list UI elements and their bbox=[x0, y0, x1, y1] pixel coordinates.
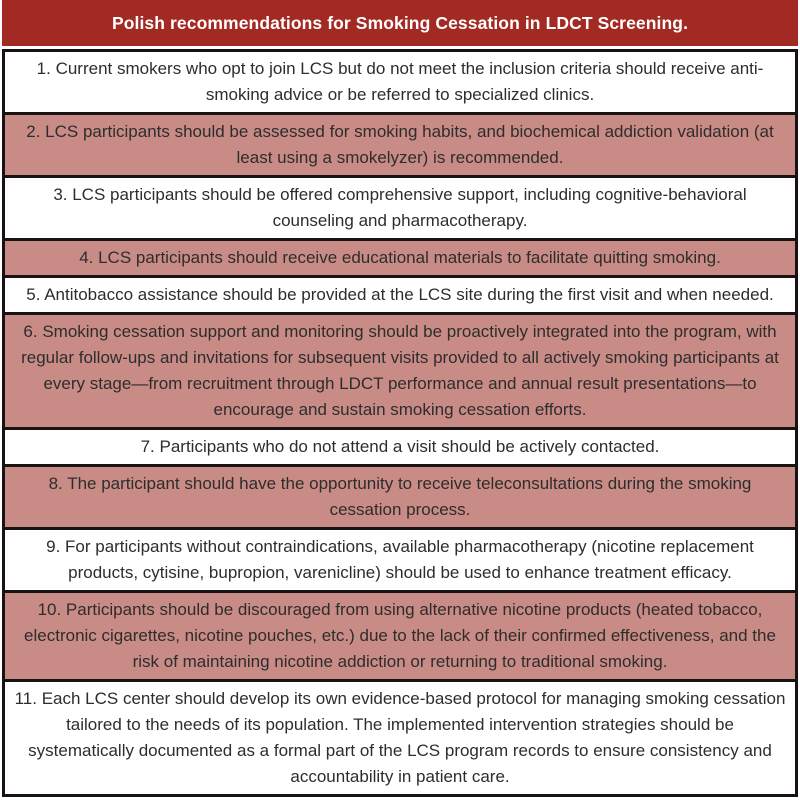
recommendation-row-5: 5. Antitobacco assistance should be provided at the LCS site during the first visit and when needed. bbox=[2, 275, 798, 315]
recommendation-row-6: 6. Smoking cessation support and monitoring should be proactively integrated into the program, with regular follow-ups and invitations for subsequent visits provided to all actively smoking participants at every stage—from recruitment through LDCT performance and annual result presentations—to encourage and sustain smoking cessation efforts. bbox=[2, 312, 798, 430]
recommendation-row-4: 4. LCS participants should receive educational materials to facilitate quitting smoking. bbox=[2, 238, 798, 278]
recommendation-row-1: 1. Current smokers who opt to join LCS but do not meet the inclusion criteria should receive anti-smoking advice or be referred to specialized clinics. bbox=[2, 49, 798, 115]
recommendation-rows bbox=[2, 49, 798, 797]
recommendation-row-10: 10. Participants should be discouraged from using alternative nicotine products (heated tobacco, electronic cigarettes, nicotine pouches, etc.) due to the lack of their confirmed effectiveness, and the risk of maintaining nicotine addiction or returning to traditional smoking. bbox=[2, 590, 798, 682]
recommendation-row-8: 8. The participant should have the opportunity to receive teleconsultations during the smoking cessation process. bbox=[2, 464, 798, 530]
table-header bbox=[2, 0, 798, 46]
recommendation-row-9: 9. For participants without contraindications, available pharmacotherapy (nicotine replacement products, cytisine, bupropion, varenicline) should be used to enhance treatment efficacy. bbox=[2, 527, 798, 593]
recommendation-row-7: 7. Participants who do not attend a visit should be actively contacted. bbox=[2, 427, 798, 467]
table-title: Polish recommendations for Smoking Cessation in LDCT Screening. bbox=[111, 12, 689, 33]
recommendation-row-3: 3. LCS participants should be offered comprehensive support, including cognitive-behavioral counseling and pharmacotherapy. bbox=[2, 175, 798, 241]
recommendation-row-2: 2. LCS participants should be assessed for smoking habits, and biochemical addiction validation (at least using a smokelyzer) is recommended. bbox=[2, 112, 798, 178]
recommendation-row-11: 11. Each LCS center should develop its own evidence-based protocol for managing smoking cessation tailored to the needs of its population. The implemented intervention strategies should be systematically documented as a formal part of the LCS program records to ensure consistency and accountability in patient care. bbox=[2, 679, 798, 797]
